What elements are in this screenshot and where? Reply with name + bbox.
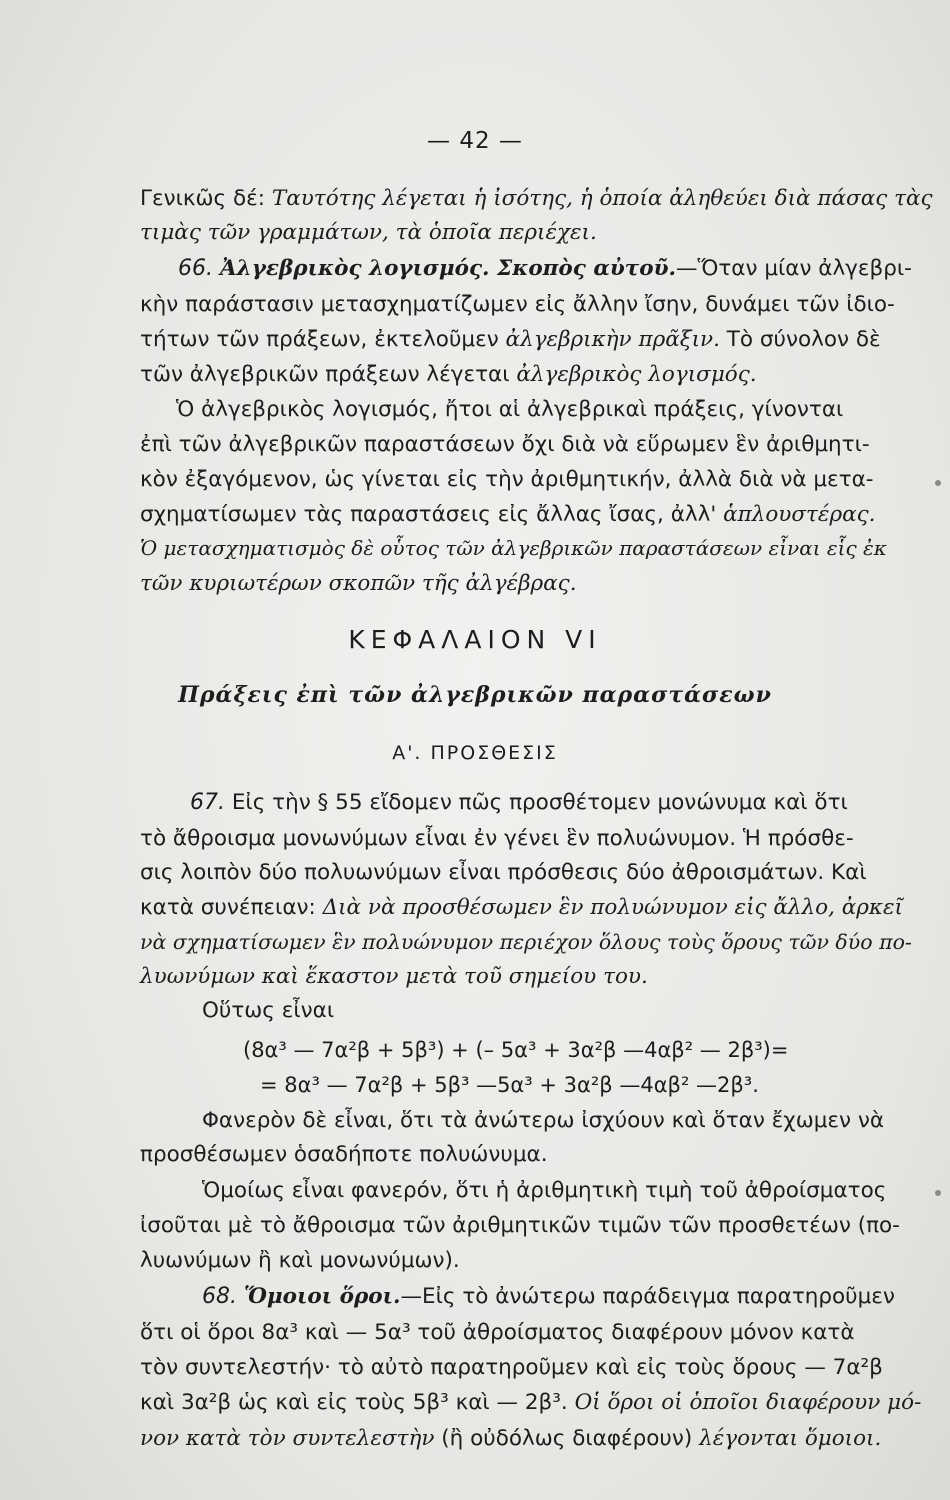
text-span: τῶν ἀλγεβρικῶν πράξεων λέγεται <box>140 362 517 387</box>
text-span: καὶ 3α²β ὡς καὶ εἰς τοὺς 5β³ καὶ — 2β³. <box>140 1390 575 1415</box>
text-line <box>140 504 930 526</box>
section-heading-66 <box>140 258 930 280</box>
text-line: λυωνύμων ἢ καὶ μονωνύμων). <box>140 1248 460 1273</box>
text-line: κὸν ἐξαγόμενον, ὡς γίνεται εἰς τὴν ἀριθμητικήν, ἀλλὰ διὰ νὰ μετα- <box>140 467 874 492</box>
text-line <box>140 1392 930 1414</box>
text-span: Γενικῶς δέ: <box>140 186 272 211</box>
paragraph-title: Ἀλγεβρικὸς λογισμός. Σκοπὸς αὐτοῦ. <box>219 256 676 281</box>
text-line: τιμὰς τῶν γραμμάτων, τὰ ὁποῖα περιέχει. <box>140 220 597 245</box>
term-italic: ἀλγεβρικὴν πρᾶξιν. <box>505 327 720 352</box>
margin-speck <box>935 480 941 486</box>
text-line: ἰσοῦται μὲ τὸ ἄθροισμα τῶν ἀριθμητικῶν τιμῶν τῶν προσθετέων (πο- <box>140 1213 900 1238</box>
text-line: ὅτι οἱ ὅροι 8α³ καὶ — 5α³ τοῦ ἀθροίσματος διαφέρουν μόνον κατὰ <box>140 1320 855 1345</box>
text-span: Τὸ σύνολον δὲ <box>719 327 881 352</box>
text-line: κὴν παράστασιν μετασχηματίζωμεν εἰς ἄλλην ἴσην, δυνάμει τῶν ἰδιο- <box>140 292 895 317</box>
definition-italic: λέγονται ὅμοιοι. <box>692 1426 882 1451</box>
equation-line-1: (8α³ — 7α²β + 5β³) + (– 5α³ + 3α²β —4αβ² — 2β³)= <box>243 1038 789 1062</box>
term-italic: ἀλγεβρικὸς λογισμός. <box>516 362 757 387</box>
subsection-title: Α'. ΠΡΟΣΘΕΣΙΣ <box>392 742 558 764</box>
section-title: Πράξεις ἐπὶ τῶν ἀλγεβρικῶν παραστάσεων <box>178 682 772 708</box>
text-span: Εἰς τὴν § 55 εἴδομεν πῶς προσθέτομεν μονώνυμα καὶ ὅτι <box>225 790 848 815</box>
text-span: σχηματίσωμεν τὰς παραστάσεις εἰς ἄλλας ἴσας, ἀλλ' <box>140 502 724 527</box>
text-line: νὰ σχηματίσωμεν ἓν πολυώνυμον περιέχον ὅλους τοὺς ὅρους τῶν δύο πο- <box>140 930 912 954</box>
text-line: ἐπὶ τῶν ἀλγεβρικῶν παραστάσεων ὄχι διὰ νὰ εὕρωμεν ἓν ἀριθμητι- <box>140 432 870 457</box>
text-line: σις λοιπὸν δύο πολυωνύμων εἶναι πρόσθεσις δύο ἀθροισμάτων. Καὶ <box>140 860 867 885</box>
text-line <box>140 329 930 351</box>
text-span: —Εἰς τὸ ἀνώτερω παράδειγμα παρατηροῦμεν <box>400 1284 895 1309</box>
paragraph-number: 67. <box>190 790 225 815</box>
text-line <box>140 897 930 919</box>
term-italic: ἁπλουστέρας. <box>723 502 876 527</box>
text-line: τὸ ἄθροισμα μονωνύμων εἶναι ἐν γένει ἓν πολυώνυμον. Ἡ πρόσθε- <box>140 826 854 851</box>
text-line <box>140 1428 930 1450</box>
margin-speck <box>935 1190 941 1196</box>
text-line: Φανερὸν δὲ εἶναι, ὅτι τὰ ἀνώτερω ἰσχύουν καὶ ὅταν ἔχωμεν νὰ <box>202 1108 885 1133</box>
text-span: —Ὅταν μίαν ἀλγεβρι- <box>676 256 912 281</box>
section-heading-68 <box>140 1286 930 1308</box>
text-line: λυωνύμων καὶ ἕκαστον μετὰ τοῦ σημείου του. <box>140 964 648 989</box>
text-line: τὸν συντελεστήν· τὸ αὐτὸ παρατηροῦμεν καὶ εἰς τοὺς ὅρους — 7α²β <box>140 1355 883 1380</box>
text-span: (ἢ οὐδόλως διαφέρουν) <box>441 1426 693 1451</box>
paragraph-title: Ὅμοιοι ὅροι. <box>243 1284 401 1309</box>
text-line: προσθέσωμεν ὁσαδήποτε πολυώνυμα. <box>140 1142 548 1167</box>
definition-italic: Ταυτότης λέγεται ἡ ἰσότης, ἡ ὁποία ἀληθεύει διὰ πάσας τὰς <box>271 186 933 211</box>
text-line <box>140 186 933 211</box>
paragraph-number: 66. <box>178 256 220 281</box>
text-line: Ὁ ἀλγεβρικὸς λογισμός, ἤτοι αἱ ἀλγεβρικαὶ πράξεις, γίνονται <box>176 397 844 422</box>
text-line: Ὁ μετασχηματισμὸς δὲ οὗτος τῶν ἀλγεβρικῶν παραστάσεων εἶναι εἷς ἐκ <box>140 536 887 560</box>
text-line <box>140 792 930 814</box>
equation-line-2: = 8α³ — 7α²β + 5β³ —5α³ + 3α²β —4αβ² —2β³. <box>260 1073 759 1097</box>
definition-italic: Οἱ ὅροι οἱ ὁποῖοι διαφέρουν μό- <box>574 1390 922 1415</box>
text-line: Οὕτως εἶναι <box>202 998 335 1023</box>
text-span: τήτων τῶν πράξεων, ἐκτελοῦμεν <box>140 327 506 352</box>
text-span: κατὰ συνέπειαν: <box>140 895 323 920</box>
page-number: — 42 — <box>427 128 523 154</box>
definition-italic: νον κατὰ τὸν συντελεστὴν <box>140 1426 442 1451</box>
rule-italic: Διὰ νὰ προσθέσωμεν ἓν πολυώνυμον εἰς ἄλλο, ἀρκεῖ <box>322 895 903 920</box>
chapter-title: ΚΕΦΑΛΑΙΟΝ VI <box>348 625 602 654</box>
text-line: Ὁμοίως εἶναι φανερόν, ὅτι ἡ ἀριθμητικὴ τιμὴ τοῦ ἀθροίσματος <box>202 1178 887 1203</box>
text-line <box>140 364 930 386</box>
paragraph-number: 68. <box>202 1284 244 1309</box>
text-line: τῶν κυριωτέρων σκοπῶν τῆς ἀλγέβρας. <box>140 571 577 596</box>
